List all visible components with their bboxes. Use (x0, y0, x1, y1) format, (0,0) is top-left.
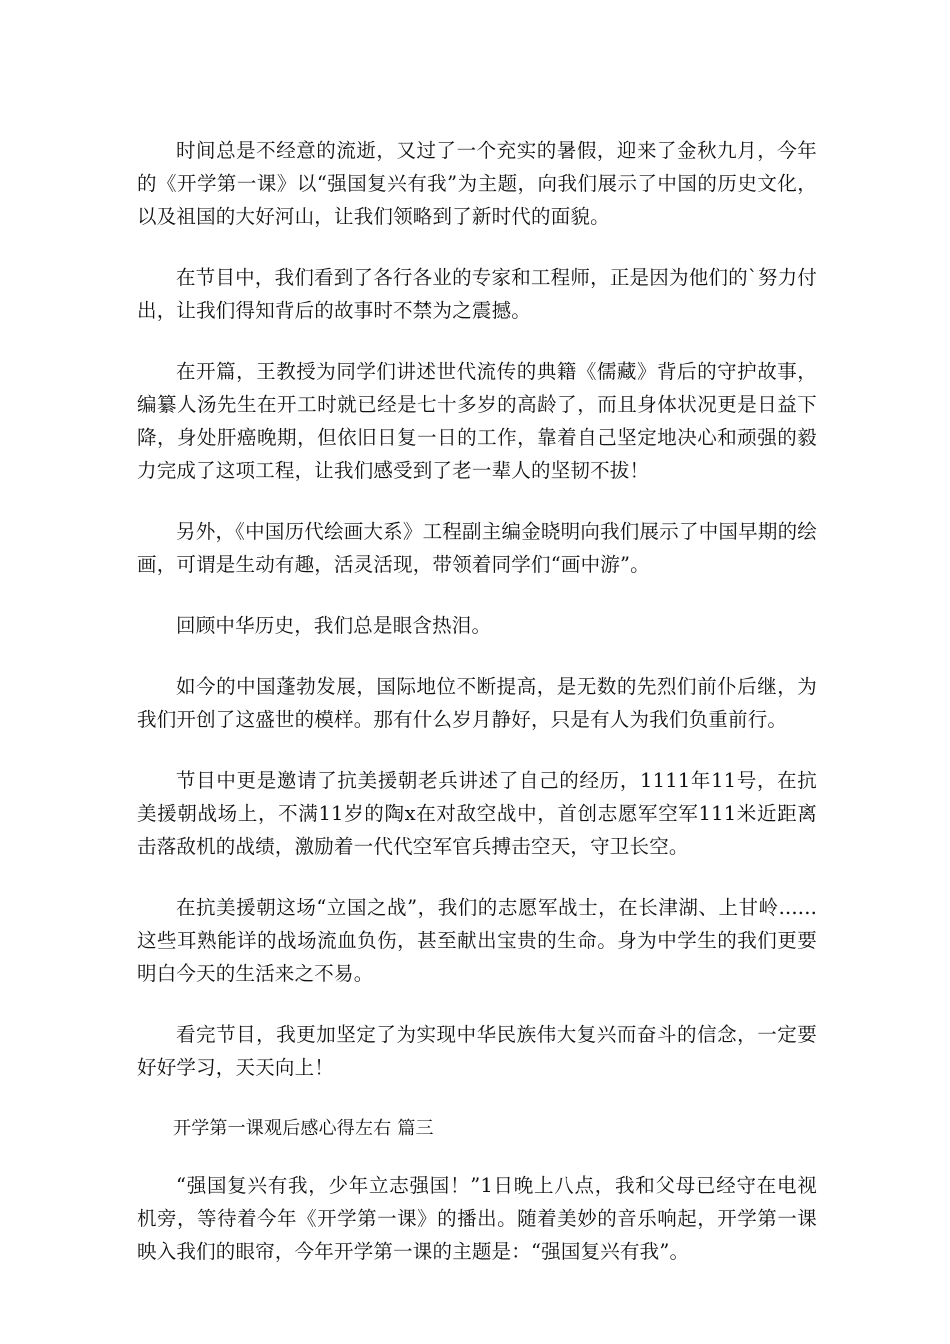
paragraph-8: 在抗美援朝这场“立国之战”，我们的志愿军战士，在长津湖、上甘岭......这些耳熟能详的战场流血负伤，甚至献出宝贵的生命。身为中学生的我们更要明白今天的生活来之不易。 (137, 896, 817, 985)
document-page (137, 134, 817, 1296)
paragraph-3: 在开篇，王教授为同学们讲述世代流传的典籍《儒藏》背后的守护故事，编纂人汤先生在开工时就已经是七十多岁的高龄了，而且身体状况更是日益下降，身处肝癌晚期，但依旧日复一日的工作，靠着自己坚定地决心和顽强的毅力完成了这项工程，让我们感受到了老一辈人的坚韧不拔！ (137, 360, 817, 482)
paragraph-2: 在节目中，我们看到了各行各业的专家和工程师，正是因为他们的`努力付出，让我们得知背后的故事时不禁为之震撼。 (137, 266, 817, 322)
section-heading: 开学第一课观后感心得左右 篇三 (173, 1118, 434, 1139)
paragraph-7: 节目中更是邀请了抗美援朝老兵讲述了自己的经历，1111年11号，在抗美援朝战场上，不满11岁的陶x在对敌空战中，首创志愿军空军111米近距离击落敌机的战绩，激励着一代代空军官兵搏击空天，守卫长空。 (137, 769, 817, 858)
paragraph-6: 如今的中国蓬勃发展，国际地位不断提高，是无数的先烈们前仆后继，为我们开创了这盛世的模样。那有什么岁月静好，只是有人为我们负重前行。 (137, 675, 817, 731)
paragraph-1: 时间总是不经意的流逝，又过了一个充实的暑假，迎来了金秋九月，今年的《开学第一课》以“强国复兴有我”为主题，向我们展示了中国的历史文化，以及祖国的大好河山，让我们领略到了新时代的面貌。 (137, 139, 817, 228)
section-paragraph-1: “强国复兴有我，少年立志强国！”1日晚上八点，我和父母已经守在电视机旁，等待着今年《开学第一课》的播出。随着美妙的音乐响起，开学第一课映入我们的眼帘，今年开学第一课的主题是：“强国复兴有我”。 (137, 1174, 817, 1263)
paragraph-4: 另外，《中国历代绘画大系》工程副主编金晓明向我们展示了中国早期的绘画，可谓是生动有趣，活灵活现，带领着同学们“画中游”。 (137, 520, 817, 576)
paragraph-9: 看完节目，我更加坚定了为实现中华民族伟大复兴而奋斗的信念，一定要好好学习，天天向上！ (137, 1023, 817, 1079)
paragraph-5: 回顾中华历史，我们总是眼含热泪。 (176, 614, 492, 637)
